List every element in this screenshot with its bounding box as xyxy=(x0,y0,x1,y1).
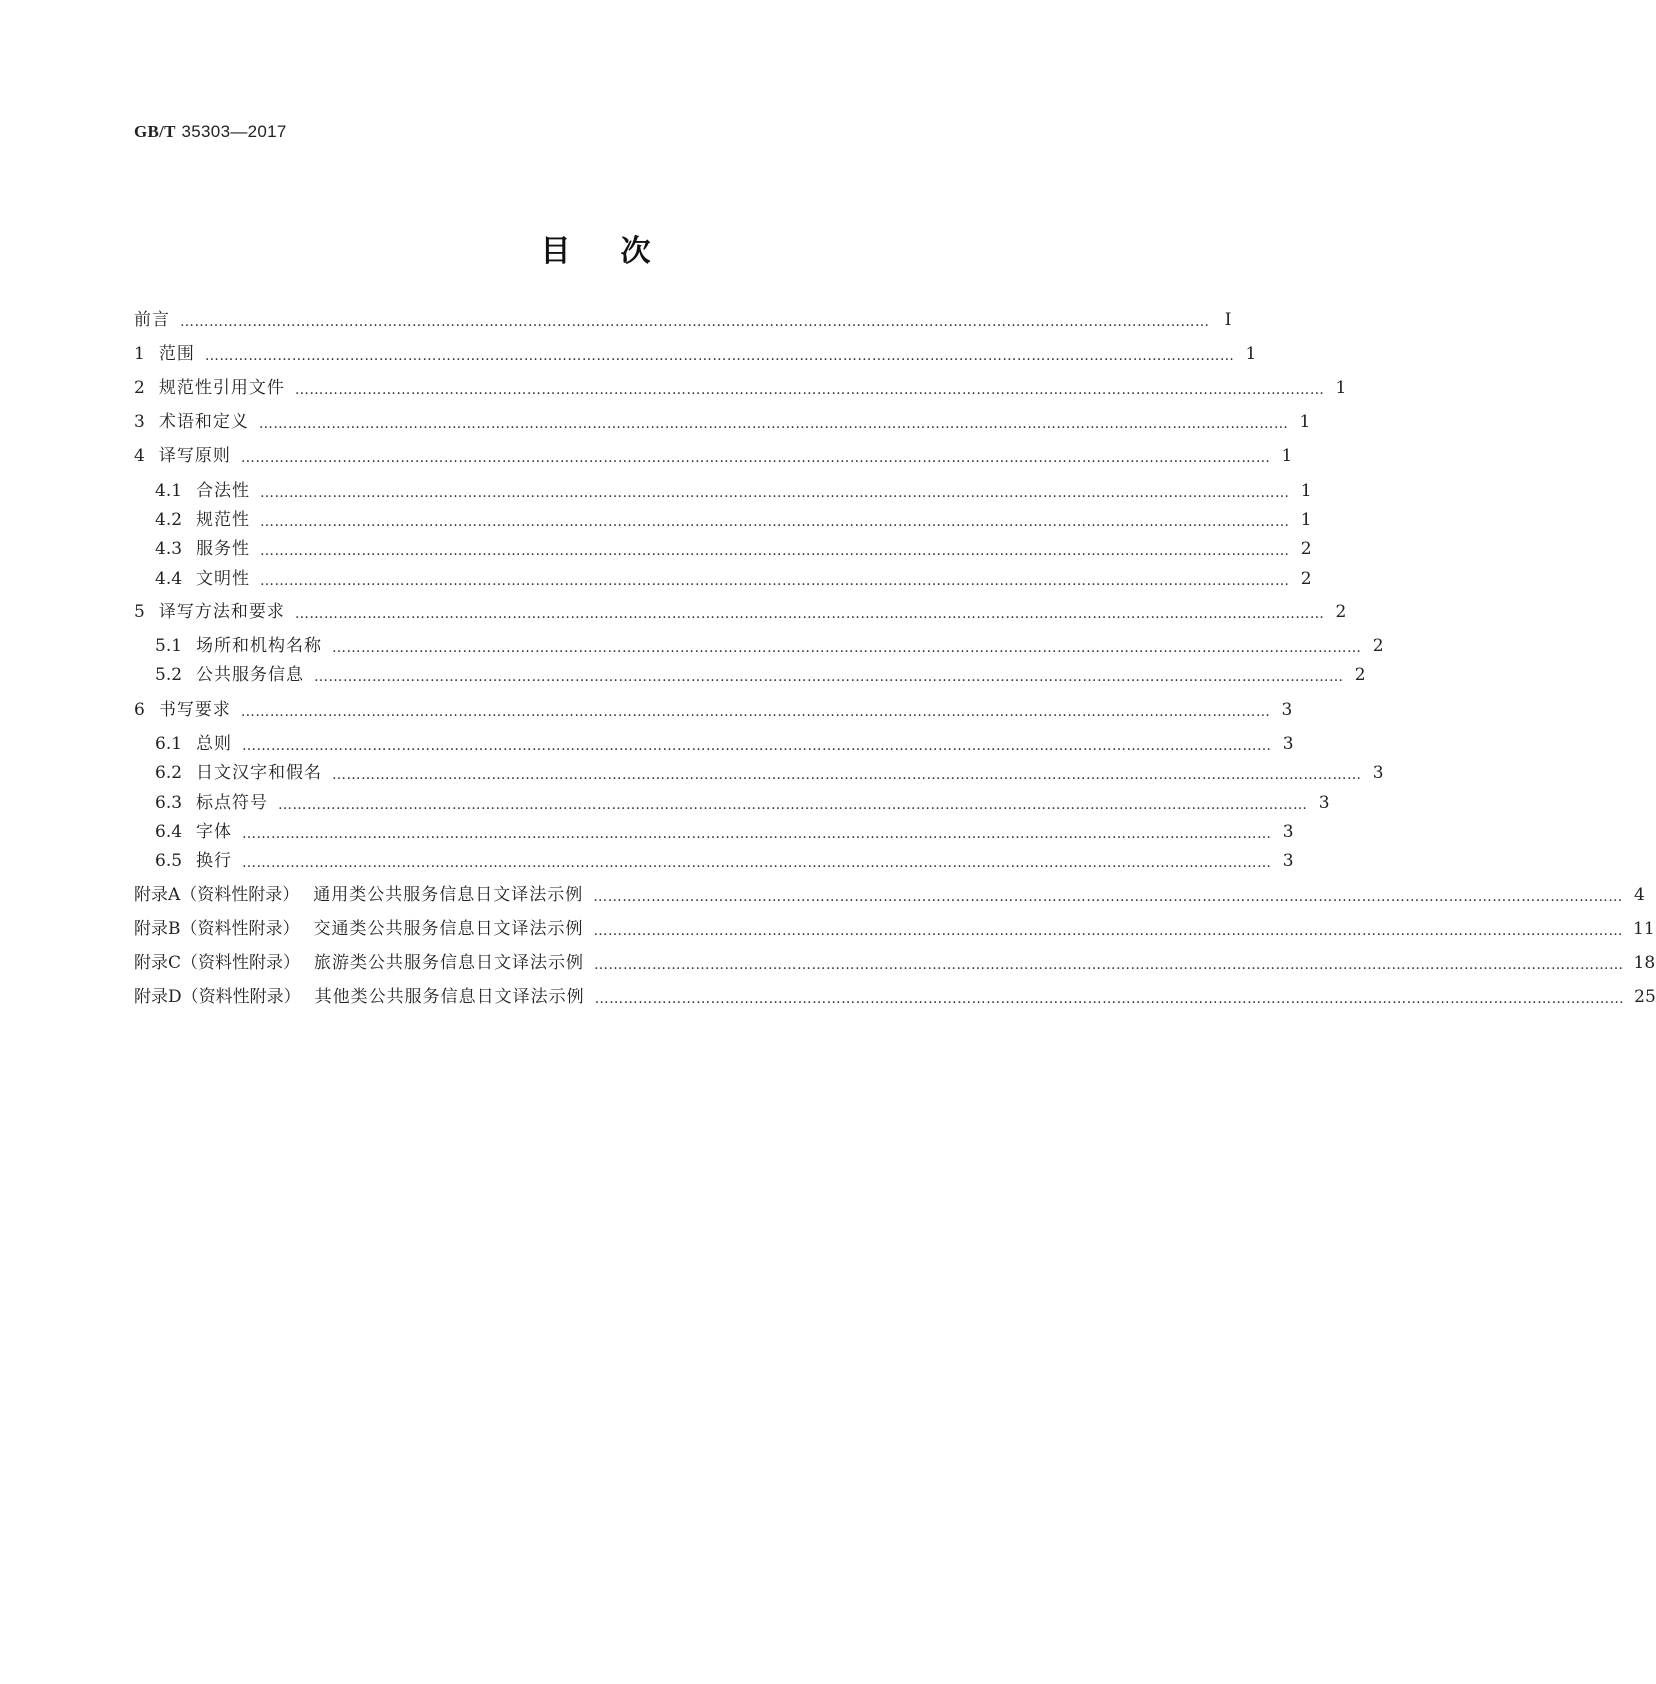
toc-entry-label xyxy=(134,916,584,942)
toc-page-number: 1 xyxy=(1335,378,1347,398)
toc-entry[interactable] xyxy=(155,478,1312,504)
toc-entry[interactable] xyxy=(134,950,1656,976)
toc-section-title: 术语和定义 xyxy=(158,412,249,432)
toc-entry[interactable] xyxy=(134,375,1347,401)
toc-page-number: 3 xyxy=(1282,851,1294,871)
toc-entry-label xyxy=(134,697,231,723)
toc-entry-label xyxy=(155,790,268,816)
toc-page-number: 11 xyxy=(1633,919,1655,939)
toc-leader-dots: …………………………………………………………………………………………………………………………………………………………………………………………… xyxy=(594,991,1625,1007)
toc-entry-label xyxy=(155,633,322,659)
toc-leader-dots: …………………………………………………………………………………………………………………………………………………………………………………………… xyxy=(204,348,1235,364)
toc-section-title: 服务性 xyxy=(196,539,251,559)
toc-leader-dots: …………………………………………………………………………………………………………………………………………………………………………………………… xyxy=(242,738,1272,754)
toc-leader-dots: …………………………………………………………………………………………………………………………………………………………………………………………… xyxy=(240,450,1271,466)
standard-code xyxy=(134,122,287,142)
toc-leader-dots: …………………………………………………………………………………………………………………………………………………………………………………………… xyxy=(242,826,1272,842)
toc-leader-dots: …………………………………………………………………………………………………………………………………………………………………………………………… xyxy=(332,767,1362,783)
toc-section-title: 交通类公共服务信息日文译法示例 xyxy=(313,919,584,939)
toc-entry[interactable] xyxy=(155,566,1312,592)
toc-section-number: 附录D（资料性附录） xyxy=(134,987,301,1007)
toc-page-number: 2 xyxy=(1300,539,1312,559)
toc-page-number: 3 xyxy=(1282,734,1294,754)
toc-page-number: 3 xyxy=(1318,793,1330,813)
toc-section-title: 公共服务信息 xyxy=(196,665,305,685)
toc-entry[interactable] xyxy=(155,507,1312,533)
toc-page-number: 3 xyxy=(1372,763,1384,783)
toc-entry-label xyxy=(134,599,285,625)
toc-entry[interactable] xyxy=(134,916,1655,942)
toc-section-number: 4.4 xyxy=(155,569,183,589)
toc-leader-dots: …………………………………………………………………………………………………………………………………………………………………………………………… xyxy=(594,957,1624,973)
toc-title: 目次 xyxy=(540,234,701,269)
toc-entry-label xyxy=(155,662,304,688)
toc-page-number: 1 xyxy=(1245,344,1257,364)
toc-entry-label xyxy=(134,950,584,976)
toc-entry-label xyxy=(155,507,250,533)
toc-page-number: 3 xyxy=(1282,822,1294,842)
toc-entry[interactable] xyxy=(155,790,1330,816)
toc-entry[interactable] xyxy=(134,697,1293,723)
toc-entry[interactable] xyxy=(134,882,1645,908)
toc-section-number: 6 xyxy=(134,700,145,720)
toc-leader-dots: …………………………………………………………………………………………………………………………………………………………………………………………… xyxy=(593,923,1623,939)
toc-entry[interactable] xyxy=(155,731,1294,757)
toc-section-title: 范围 xyxy=(158,344,195,364)
toc-entry[interactable] xyxy=(155,819,1294,845)
toc-entry-label xyxy=(134,307,170,333)
standard-prefix: GB/T xyxy=(134,122,176,141)
toc-section-title: 日文汉字和假名 xyxy=(196,763,323,783)
toc-entry-label xyxy=(134,409,249,435)
toc-entry-label xyxy=(155,478,250,504)
toc-section-title: 总则 xyxy=(196,734,233,754)
toc-entry[interactable] xyxy=(155,662,1366,688)
toc-section-title: 通用类公共服务信息日文译法示例 xyxy=(313,885,584,905)
toc-entry[interactable] xyxy=(134,307,1232,333)
toc-section-number: 附录A（资料性附录） xyxy=(134,885,300,905)
toc-page-number: Ⅰ xyxy=(1224,310,1232,330)
toc-section-title: 前言 xyxy=(134,310,170,330)
toc-entry-label xyxy=(155,566,250,592)
toc-section-number: 6.2 xyxy=(155,763,183,783)
toc-section-number: 4 xyxy=(134,446,145,466)
toc-entry-label xyxy=(134,375,285,401)
toc-leader-dots: …………………………………………………………………………………………………………………………………………………………………………………………… xyxy=(260,485,1290,501)
toc-section-number: 5.2 xyxy=(155,665,183,685)
toc-section-number: 5.1 xyxy=(155,636,183,656)
toc-entry[interactable] xyxy=(155,760,1384,786)
toc-entry[interactable] xyxy=(155,536,1312,562)
toc-section-number: 1 xyxy=(134,344,145,364)
toc-page-number: 2 xyxy=(1354,665,1366,685)
toc-page-number: 1 xyxy=(1281,446,1293,466)
toc-section-title: 标点符号 xyxy=(196,793,269,813)
toc-entry-label xyxy=(155,819,232,845)
toc-page-number: 4 xyxy=(1633,885,1645,905)
toc-section-title: 换行 xyxy=(196,851,233,871)
toc-section-number: 4.2 xyxy=(155,510,183,530)
toc-section-number: 附录C（资料性附录） xyxy=(134,953,301,973)
toc-section-title: 书写要求 xyxy=(158,700,231,720)
toc-section-number: 2 xyxy=(134,378,145,398)
toc-leader-dots: …………………………………………………………………………………………………………………………………………………………………………………………… xyxy=(242,855,1272,871)
toc-leader-dots: …………………………………………………………………………………………………………………………………………………………………………………………… xyxy=(260,573,1290,589)
toc-entry[interactable] xyxy=(155,633,1384,659)
toc-section-number: 4.1 xyxy=(155,481,183,501)
toc-entry[interactable] xyxy=(134,409,1311,435)
toc-section-number: 6.3 xyxy=(155,793,183,813)
toc-entry-label xyxy=(134,443,231,469)
toc-section-title: 文明性 xyxy=(196,569,251,589)
toc-leader-dots: …………………………………………………………………………………………………………………………………………………………………………………………… xyxy=(332,640,1362,656)
toc-section-title: 字体 xyxy=(196,822,233,842)
toc-section-number: 附录B（资料性附录） xyxy=(134,919,300,939)
toc-page-number: 1 xyxy=(1300,510,1312,530)
toc-section-number: 6.5 xyxy=(155,851,183,871)
toc-page-number: 1 xyxy=(1299,412,1311,432)
toc-leader-dots: …………………………………………………………………………………………………………………………………………………………………………………………… xyxy=(260,514,1290,530)
toc-page-number: 2 xyxy=(1335,602,1347,622)
toc-section-number: 6.4 xyxy=(155,822,183,842)
toc-leader-dots: …………………………………………………………………………………………………………………………………………………………………………………………… xyxy=(278,797,1308,813)
toc-leader-dots: …………………………………………………………………………………………………………………………………………………………………………………………… xyxy=(260,543,1290,559)
toc-entry-label xyxy=(134,341,195,367)
toc-page-number: 18 xyxy=(1633,953,1656,973)
toc-page-number: 25 xyxy=(1634,987,1656,1007)
toc-section-title: 译写方法和要求 xyxy=(158,602,285,622)
toc-leader-dots: …………………………………………………………………………………………………………………………………………………………………………………………… xyxy=(294,606,1325,622)
toc-leader-dots: …………………………………………………………………………………………………………………………………………………………………………………………… xyxy=(258,416,1289,432)
toc-entry[interactable] xyxy=(134,341,1257,367)
toc-entry-label xyxy=(155,848,232,874)
toc-page-number: 3 xyxy=(1281,700,1293,720)
toc-leader-dots: …………………………………………………………………………………………………………………………………………………………………………………………… xyxy=(294,382,1325,398)
toc-section-title: 规范性 xyxy=(196,510,251,530)
toc-page-number: 2 xyxy=(1300,569,1312,589)
toc-entry[interactable] xyxy=(155,848,1294,874)
toc-section-title: 其他类公共服务信息日文译法示例 xyxy=(314,987,585,1007)
toc-leader-dots: …………………………………………………………………………………………………………………………………………………………………………………………… xyxy=(593,889,1623,905)
toc-leader-dots: …………………………………………………………………………………………………………………………………………………………………………………………… xyxy=(240,704,1271,720)
toc-section-number: 3 xyxy=(134,412,145,432)
standard-number: 35303—2017 xyxy=(181,122,287,141)
toc-section-title: 规范性引用文件 xyxy=(158,378,285,398)
toc-section-number: 4.3 xyxy=(155,539,183,559)
toc-leader-dots: …………………………………………………………………………………………………………………………………………………………………………………………… xyxy=(180,314,1210,330)
toc-section-title: 合法性 xyxy=(196,481,251,501)
toc-section-title: 译写原则 xyxy=(158,446,231,466)
toc-entry[interactable] xyxy=(134,984,1656,1010)
toc-entry-label xyxy=(134,882,583,908)
toc-entry[interactable] xyxy=(134,599,1347,625)
toc-entry-label xyxy=(155,731,232,757)
toc-page-number: 2 xyxy=(1372,636,1384,656)
toc-page-number: 1 xyxy=(1300,481,1312,501)
toc-section-number: 6.1 xyxy=(155,734,183,754)
toc-entry[interactable] xyxy=(134,443,1293,469)
toc-section-title: 场所和机构名称 xyxy=(196,636,323,656)
toc-entry-label xyxy=(155,760,322,786)
toc-section-title: 旅游类公共服务信息日文译法示例 xyxy=(314,953,585,973)
toc-leader-dots: …………………………………………………………………………………………………………………………………………………………………………………………… xyxy=(314,669,1344,685)
toc-entry-label xyxy=(155,536,250,562)
toc-entry-label xyxy=(134,984,585,1010)
toc-section-number: 5 xyxy=(134,602,145,622)
